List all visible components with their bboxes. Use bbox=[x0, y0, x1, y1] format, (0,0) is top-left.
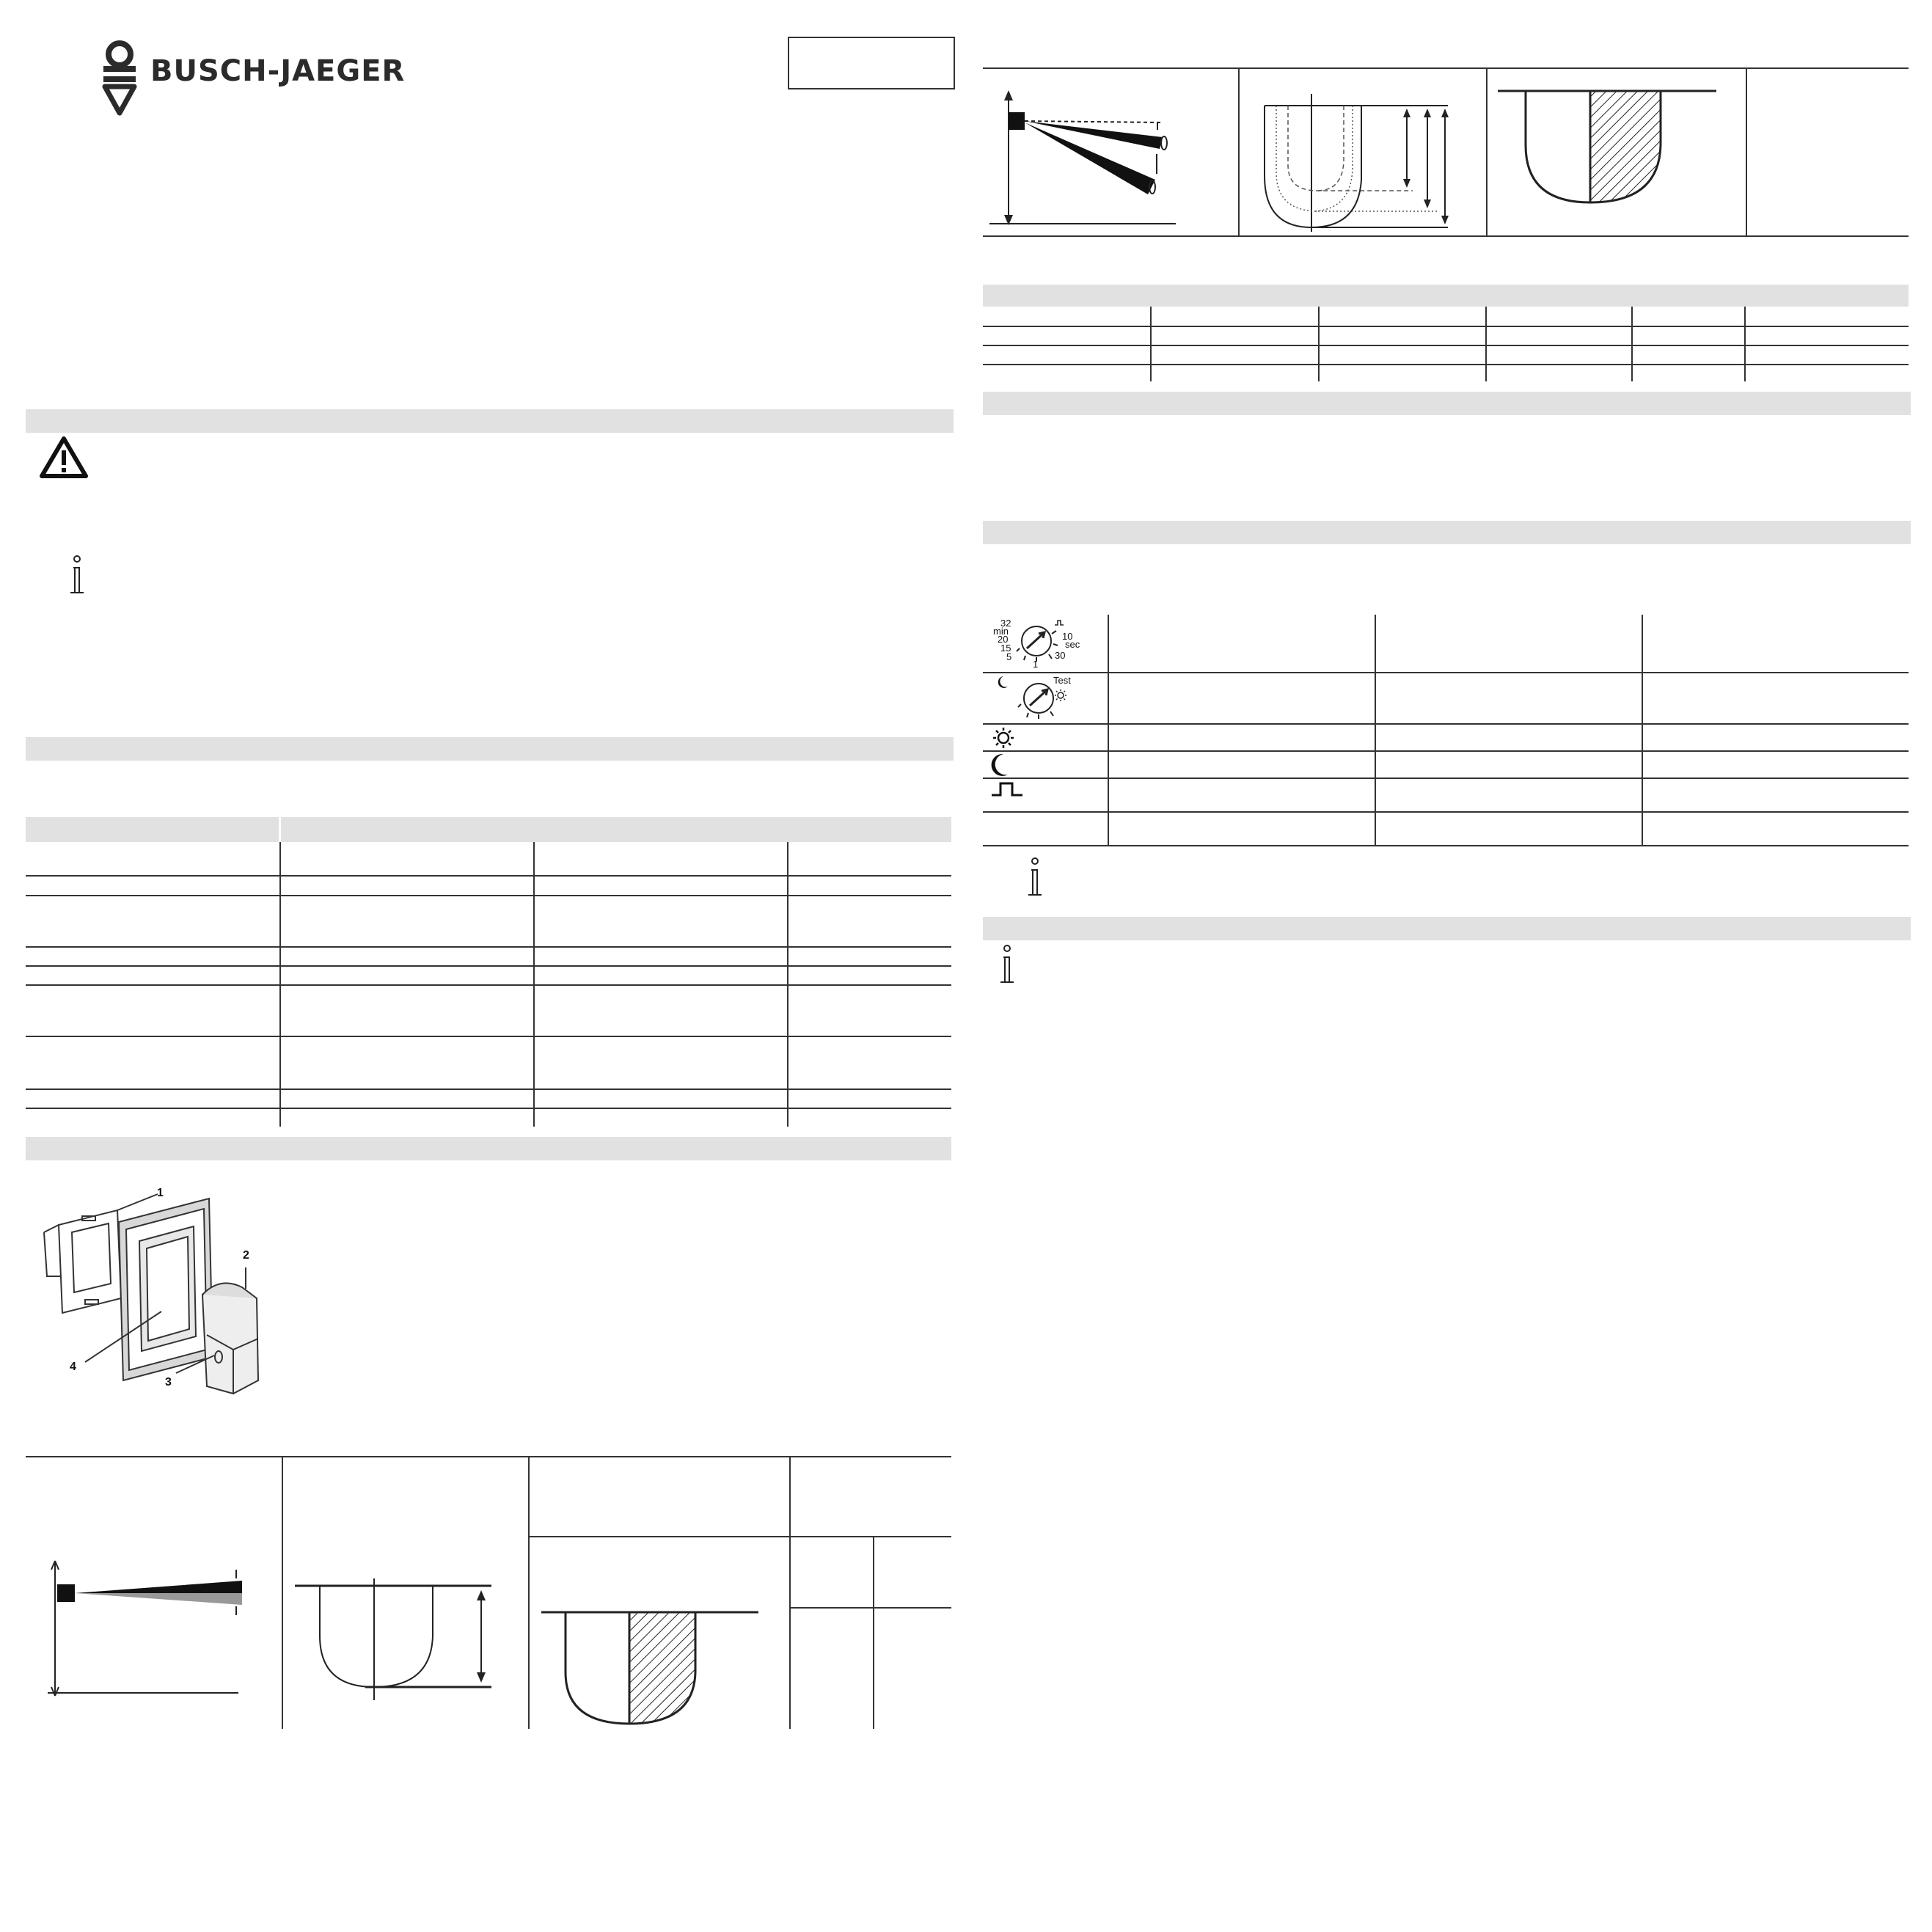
table-col-line bbox=[787, 842, 788, 1127]
table-col-line bbox=[1486, 67, 1488, 235]
table-row-line bbox=[789, 1607, 951, 1609]
time-dial-label-10: 10 bbox=[1062, 631, 1073, 642]
brand-name: BUSCH-JAEGER bbox=[150, 54, 406, 88]
side-view-diagram-right bbox=[987, 84, 1229, 231]
table-row-line bbox=[26, 965, 951, 967]
section-band-settings bbox=[983, 521, 1911, 544]
table-row-line bbox=[983, 345, 1909, 346]
section-band-notes bbox=[983, 917, 1911, 940]
table-row-line bbox=[26, 984, 951, 986]
table-row-line bbox=[26, 946, 951, 948]
time-dial-label-30: 30 bbox=[1055, 650, 1066, 661]
side-view-diagram bbox=[44, 1555, 249, 1702]
table-col-line bbox=[1744, 307, 1746, 381]
table-col-line bbox=[1150, 307, 1152, 381]
table-row-line bbox=[26, 1036, 951, 1037]
info-icon bbox=[66, 555, 88, 599]
table-col-line bbox=[1631, 307, 1633, 381]
top-view-diagram-right bbox=[1256, 88, 1454, 235]
table-col-line bbox=[789, 1456, 791, 1729]
table-row-line bbox=[983, 672, 1909, 673]
table-row-line bbox=[983, 811, 1909, 813]
time-dial-label-1: 1 bbox=[1033, 659, 1039, 669]
time-dial-label-min: min bbox=[993, 626, 1009, 637]
info-icon bbox=[996, 944, 1018, 988]
table-col-line bbox=[1318, 307, 1320, 381]
table-col-line bbox=[528, 1456, 530, 1729]
table-row-line bbox=[528, 1536, 951, 1537]
table-row-line bbox=[983, 723, 1909, 725]
top-view-diagram bbox=[292, 1577, 497, 1702]
table-header-divider bbox=[279, 817, 281, 842]
section-band-technical bbox=[26, 737, 954, 761]
article-number-box bbox=[788, 37, 955, 89]
moon-icon bbox=[990, 753, 1012, 777]
brand-logo-mark bbox=[99, 38, 143, 119]
time-dial-label-32: 32 bbox=[1000, 618, 1011, 629]
table-row-line bbox=[983, 750, 1909, 752]
table-col-line bbox=[533, 842, 535, 1127]
table-row-line bbox=[983, 67, 1909, 69]
figure-label-1: 1 bbox=[157, 1187, 164, 1199]
table-row-line bbox=[983, 845, 1909, 846]
figure-label-2: 2 bbox=[243, 1249, 249, 1262]
table-row-line bbox=[26, 1088, 951, 1090]
time-dial-label-15: 15 bbox=[1000, 643, 1011, 654]
table-col-line bbox=[1485, 307, 1487, 381]
section-band-installation bbox=[983, 392, 1911, 415]
table-row-line bbox=[26, 1108, 951, 1109]
section-band-safety bbox=[26, 409, 954, 433]
table-col-line bbox=[1746, 67, 1747, 235]
time-dial-control bbox=[990, 618, 1086, 669]
time-dial-label-5: 5 bbox=[1006, 651, 1012, 662]
table-col-line bbox=[1238, 67, 1240, 235]
info-icon bbox=[1024, 857, 1046, 901]
table-technical-header bbox=[26, 817, 951, 842]
table-row-line bbox=[983, 326, 1909, 327]
table-row-line bbox=[983, 235, 1909, 237]
warning-triangle-icon bbox=[40, 436, 88, 478]
coverage-area-diagram bbox=[540, 1606, 760, 1731]
table-col-line bbox=[282, 1456, 283, 1729]
coverage-area-diagram-right bbox=[1496, 87, 1731, 211]
table-row-line bbox=[26, 1456, 951, 1457]
sun-icon bbox=[990, 726, 1017, 750]
table-row-line bbox=[26, 875, 951, 877]
figure-label-4: 4 bbox=[70, 1361, 76, 1373]
table-two-header bbox=[983, 285, 1909, 307]
brightness-dial-control bbox=[990, 673, 1086, 720]
table-col-line bbox=[279, 842, 281, 1127]
brightness-dial-label-test: Test bbox=[1053, 675, 1071, 686]
table-row-line bbox=[983, 364, 1909, 365]
section-band-overview bbox=[26, 1137, 951, 1160]
table-col-line bbox=[873, 1536, 874, 1729]
table-row-line bbox=[983, 777, 1909, 779]
pulse-icon bbox=[990, 780, 1024, 798]
table-row-line bbox=[26, 895, 951, 896]
time-dial-label-sec: sec bbox=[1065, 639, 1080, 650]
time-dial-label-20: 20 bbox=[998, 634, 1009, 645]
figure-label-3: 3 bbox=[165, 1376, 172, 1388]
